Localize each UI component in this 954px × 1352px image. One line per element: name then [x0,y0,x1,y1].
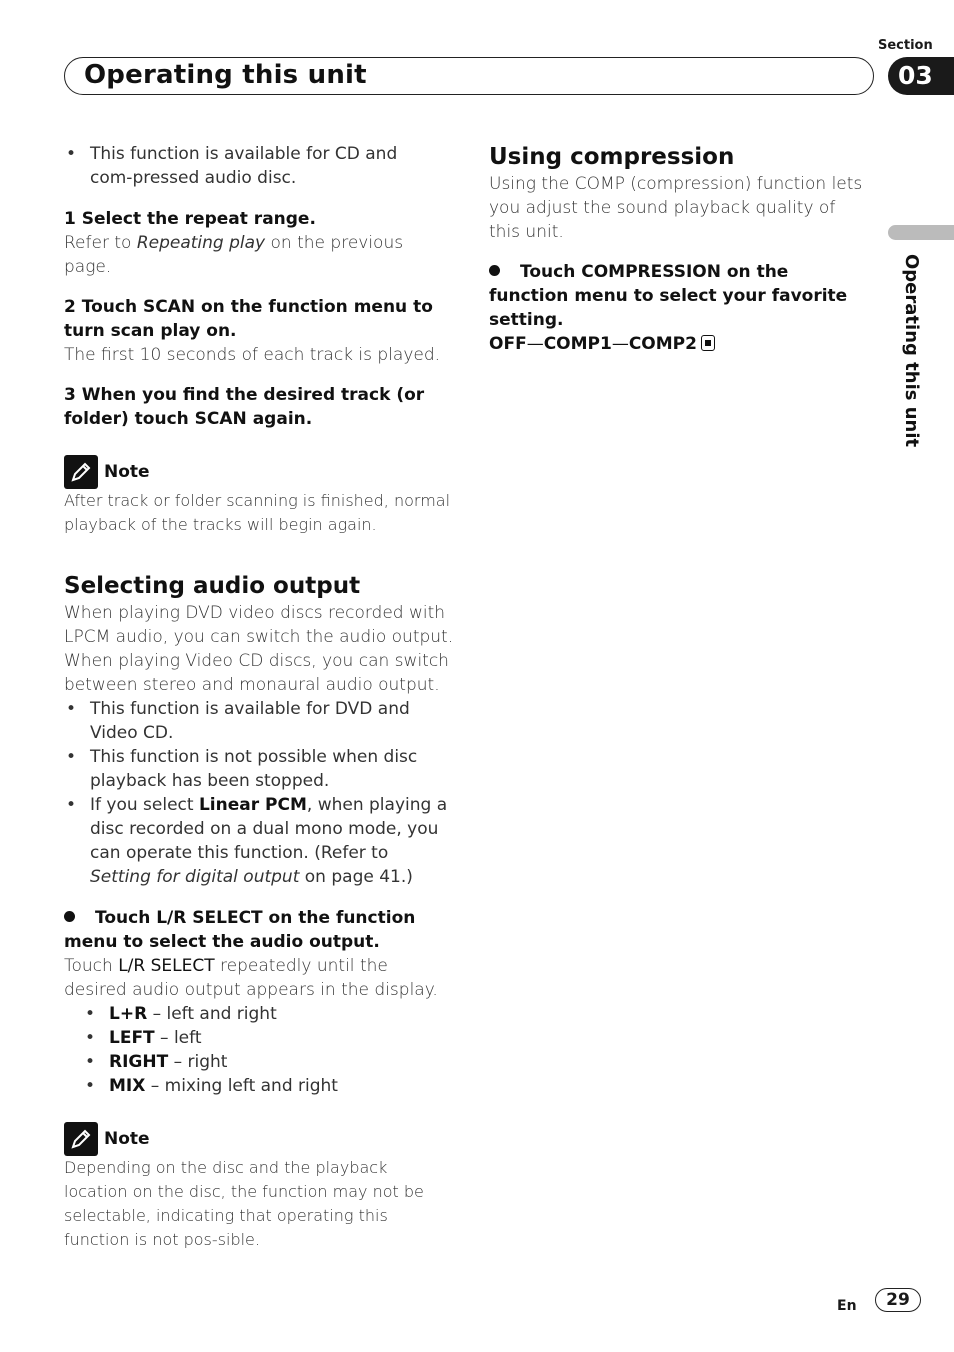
option-key: LEFT [109,1028,155,1048]
action-heading-text: Touch COMPRESSION on the function menu to select your favorite setting. [489,262,848,330]
note-1-header [64,455,454,489]
text-part: on page 41.) [299,867,413,887]
option-desc: – right [168,1052,228,1072]
audio-output-bullets [64,697,454,889]
note-label: Note [104,1129,150,1149]
section-number-badge: 03 [888,57,954,95]
list-item [64,793,454,889]
seq-item: COMP2 [628,334,697,354]
sidebar-tab-marker [888,225,954,240]
language-label: En [837,1298,857,1314]
intro-bullets [64,142,454,190]
bullet-dot-icon [489,265,500,276]
section-heading-audio-output: Selecting audio output [64,573,361,599]
text-part: If you select [90,795,199,815]
sidebar-label-text: Operating this unit [901,254,922,448]
option-key: RIGHT [109,1052,169,1072]
page-number: 29 [875,1288,921,1312]
bullet-text: This function is not possible when disc playback has been stopped. [90,747,418,791]
sidebar-label [900,254,924,474]
text-part: Touch [64,956,119,976]
action-heading-text: Touch L/R SELECT on the function menu to select the audio output. [64,908,416,952]
page-title: Operating this unit [84,60,367,90]
compression-paragraph: Using the COMP (compression) function lets you adjust the sound playback quality of this unit. [489,174,863,242]
italic-ref: Repeating play [136,233,266,253]
list-item [64,1026,454,1050]
option-key: MIX [109,1076,146,1096]
italic-ref: Setting for digital output [90,867,300,887]
right-column [489,142,869,356]
section-heading-compression: Using compression [489,144,735,170]
step-2-heading: 2 Touch SCAN on the function menu to turn scan play on. [64,297,433,341]
note-label: Note [104,462,150,482]
step-1-heading: 1 Select the repeat range. [64,209,316,229]
text-part: Refer to [64,233,137,253]
list-item [64,1050,454,1074]
list-item [64,1002,454,1026]
step-3-heading: 3 When you find the desired track (or folder) touch SCAN again. [64,385,425,429]
note-pencil-icon [64,455,98,489]
step-1-text [64,231,454,279]
compression-sequence [489,332,869,356]
audio-output-paragraph: When playing DVD video discs recorded with LPCM audio, you can switch the audio output. When playing Video CD discs, you can switch between stereo and monaural audio output. [64,603,454,695]
bold-term: L/R SELECT [118,956,215,976]
seq-item: OFF [489,334,527,354]
option-desc: – left and right [147,1004,277,1024]
bullet-dot-icon [64,911,75,922]
text-part: on the previous page. [64,233,404,277]
list-item [64,1074,454,1098]
seq-separator: — [611,334,629,354]
list-item [64,697,454,745]
pencil-icon [69,460,93,484]
list-item [64,745,454,793]
bold-term: Linear PCM [198,795,307,815]
audio-output-action-text [64,954,454,1002]
left-column [64,142,454,1252]
audio-output-action-heading [64,906,454,954]
compression-action-heading [489,260,869,332]
audio-output-options [64,1002,454,1098]
text-part: , when playing a disc recorded on a dual mono mode, you can operate this function. (Refer to [90,795,448,863]
bullet-text: This function is available for DVD and Video CD. [90,699,410,743]
bullet-text: This function is available for CD and com-pressed audio disc. [90,144,398,188]
note-1-text: After track or folder scanning is finished, normal playback of the tracks will begin again. [64,491,451,534]
note-2-text: Depending on the disc and the playback location on the disc, the function may not be selectable, indicating that operating this function is not pos-sible. [64,1158,424,1249]
section-label: Section [878,38,933,53]
option-desc: – left [154,1028,202,1048]
step-2-text: The first 10 seconds of each track is played. [64,345,441,365]
end-mark-icon [701,335,715,351]
text-part: repeatedly until the desired audio output appears in the display. [64,956,438,1000]
option-key: L+R [109,1004,148,1024]
note-pencil-icon [64,1122,98,1156]
seq-item: COMP1 [543,334,612,354]
option-desc: – mixing left and right [145,1076,338,1096]
seq-separator: — [526,334,544,354]
list-item [64,142,454,190]
note-2-header [64,1122,454,1156]
pencil-icon [69,1127,93,1151]
